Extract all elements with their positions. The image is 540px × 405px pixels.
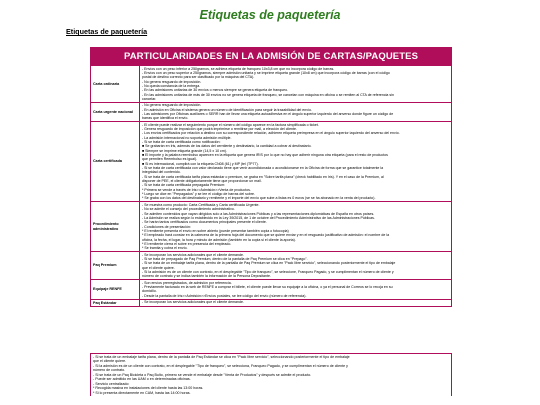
row-text-line: - Si la admisión es de un cliente con contrato, en el desplegable "Tipo de franqueo", se seleccione, Franqueo Pagado, y se cumplimentan el número de cliente y bbox=[142, 269, 394, 274]
row-label: Carta urgente nacional bbox=[91, 103, 140, 121]
row-content bbox=[140, 252, 451, 279]
row-text-line: - Previamente facturado en la web de RENFE a comprar el billete, el cliente puede llevar su equipaje a la oficina, o ya el personal de Correos se lo recoja en su bbox=[142, 285, 393, 289]
row-text-line: - Condiciones de presentación: bbox=[142, 224, 191, 229]
row-text-line: * Se tramita y cobra el envío. bbox=[142, 246, 188, 251]
row-text-line: - En las admisiones unitarias de más de 30 envíos no se genera etiqueta de franqueo, se cancelan con máquina en oficina o se remiten al CTA de referencia sin bbox=[142, 92, 394, 97]
row-label: Carta certificada bbox=[91, 122, 140, 201]
section-link-etiquetas[interactable]: Etiquetas de paquetería bbox=[66, 27, 148, 36]
continuation-text-line: que el cliente quiere. bbox=[93, 359, 127, 364]
row-text-line: - Se incorporan los servicios adicionales que el cliente demande. bbox=[142, 252, 244, 257]
row-text-line: - Envíos con un peso inferior a 250gramos, se adhiera etiqueta de franqueo 10x3,8 cm que no incorpora código de barras. bbox=[142, 66, 335, 71]
continuation-text-line: * Si lo presenta directamente en CAM, hasta las 14:00 horas. bbox=[93, 390, 191, 395]
continuation-text-line: * Recogida masiva en instalaciones del cliente hasta las 13:00 horas. bbox=[93, 386, 204, 391]
row-text-line: - Se muestra como producto: Carta Certificada y Carta certificada Urgente. bbox=[142, 202, 260, 207]
table-body bbox=[91, 65, 451, 306]
row-text-line: - No genera resguardo de imposición. bbox=[142, 103, 202, 108]
page-title: Etiquetas de paquetería bbox=[199, 8, 341, 22]
row-text-line: ■ Se grabarán en Iris, además de los datos del cerntiente y destinatario, la cantidad a cobrar al destinatario. bbox=[142, 144, 312, 149]
continuation-text-line: - Servicio centralizado: bbox=[93, 381, 130, 386]
row-text-line: * Se graba con los datos del destinatario y remitente y el importe del envío que sube a listas es 0 euros (se se ha abonado en la venta del producto). bbox=[142, 196, 376, 201]
continuation-text-line: - Si se trata de un Paq Bicicleta o Paq Bulto, primero se vende el embalaje desde "Venta de Productos" y después se admite el producto. bbox=[93, 372, 312, 377]
row-text-line: * El empleado hará constar en la cabecera de la primera hoja del documento que se quiere enviar y en el resguardo justificativo de admisión: el nombre de la bbox=[142, 233, 390, 238]
row-content bbox=[140, 103, 451, 121]
row-text-line: - Si se trata de un embalaje tarifa plana, dentro de la pantalla de Paq Premium se clica en "Pack libre servicio", seleccionando posteriormente el tipo de embalaje bbox=[142, 261, 396, 266]
row-text-line: disponer de PEE, el cliente obligatoriamente tiene que proporcionar un mail. bbox=[142, 179, 262, 184]
row-text-line: * El remitente presenta el envío en sobre abierto (puede presentar también copia o fotocopia) bbox=[142, 228, 289, 233]
row-text-line: - La Admisión se realiza según lo establecido en la Ley 39/2015, de 1 de octubre del Procedimiento Administrativo de las Administraciones Públicas. bbox=[142, 215, 375, 220]
row-text-line: integridad del contenido. bbox=[142, 170, 181, 175]
continuation-block bbox=[90, 353, 452, 396]
row-text-line: - Se harán tantos certificados como documentos principales presente el cliente. bbox=[142, 220, 267, 225]
row-text-line: que el cliente quiere. bbox=[142, 265, 175, 270]
row-text-line: oficina, la fecha, el lugar, la hora y minuto de admisión (también en la copia si el cliente la aporta). bbox=[142, 237, 296, 242]
row-text-line: - En admisión en Oficina el sistema genera un número de identificación para seguir la trazabilidad del envío. bbox=[142, 107, 312, 112]
row-content bbox=[140, 66, 451, 102]
continuation-text-line: número de contrato. bbox=[93, 368, 126, 373]
row-text-line: ■ El importe y la palabra reembolso aparecen en la etiqueta que genera IRIS por lo que no hay que adherir ninguna otra etiqueta (para el resto de productos bbox=[142, 153, 388, 158]
row-label: Procedimiento administrativo bbox=[91, 202, 140, 251]
row-text-line: - Las admisiones por Oficinas auxiliares o SERR han de llevar una etiqueta autoadhesiva en el ángulo superior izquierdo del anverso donde figure un código de bbox=[142, 111, 394, 116]
row-text-line: - Son envíos prerregistrados, de admisión por referencia. bbox=[142, 280, 232, 285]
row-label: Equipaje RENFE bbox=[91, 280, 140, 298]
row-text-line: - Desde la pantalla de Iris>>Admisión>>Envíos postales, se lee código del envío (número de referencia). bbox=[142, 293, 307, 298]
row-text-line: cancelar. bbox=[142, 96, 157, 101]
row-text-line: - No queda constancia de la entrega. bbox=[142, 83, 201, 88]
continuation-text-line: - Puede ser admitido en las UAM o en determinadas oficinas. bbox=[93, 377, 191, 382]
row-text-line: que permiten Reembolso es igual). bbox=[142, 157, 198, 162]
row-text-line: número de contrato y se indica también la información de la Persona Depositante. bbox=[142, 274, 271, 279]
table-row bbox=[91, 65, 451, 102]
row-content bbox=[140, 122, 451, 201]
row-text-line: - No genera resguardo de imposición. bbox=[142, 79, 202, 84]
table-row bbox=[91, 251, 451, 279]
row-label: Paq Premium bbox=[91, 252, 140, 279]
row-text-line: - El cliente puede realizar el seguimiento porque el número del código aparece en la factura simplificada o ticket. bbox=[142, 122, 319, 127]
row-text-line: - La admisión internacional no soporta admisión múltiple. bbox=[142, 135, 232, 140]
row-text-line: domicilio. bbox=[142, 289, 157, 294]
table-row bbox=[91, 299, 451, 307]
row-text-line: - Si se trata de carta certificada prepagada Premium: bbox=[142, 183, 226, 188]
row-text-line: * Primera se vende a través de Iris>>Admisión>>Venta de productos. bbox=[142, 187, 251, 192]
row-label: Paq Estándar bbox=[91, 300, 140, 307]
row-label: Carta ordinaria bbox=[91, 66, 140, 102]
row-text-line: - Se admiten contenidos que vayan dirigidos solo a las Administraciones Públicas y a las representaciones diplomáticas de España en otros países. bbox=[142, 211, 375, 216]
row-text-line: - Si se trata de carta certificada como notificación: bbox=[142, 140, 221, 144]
table-row bbox=[91, 279, 451, 298]
row-text-line: barras que identifica el envío. bbox=[142, 116, 189, 121]
table-row bbox=[91, 102, 451, 121]
row-content bbox=[140, 202, 451, 251]
row-text-line: - Si se trata de prepagado de Paq Premium, dentro de la pantalla de Paq Premium se clica en "Prepago". bbox=[142, 256, 308, 261]
row-text-line: - Genera resguardo de imposición que podrá imprimirse o remitirse por mail, a elección del cliente. bbox=[142, 126, 297, 131]
row-text-line: - Se incorporan los servicios adicionales que el cliente demande. bbox=[142, 300, 244, 305]
continuation-text-line: - Si se trata de un embalaje tarifa plana, dentro de la pantalla de Paq Estándar se clica en "Pack libre servicio", seleccionando posteriormente el tipo de embalaje bbox=[93, 355, 350, 359]
table-row bbox=[91, 121, 451, 201]
row-text-line: - Los envíos certificados por relación a destino con su correspondiente relación, adhieren etiqueta preimpresa en el ángulo superior izquierdo del anverso del envío. bbox=[142, 131, 400, 136]
row-text-line: - Envíos con un peso superior a 250gramos, siempre admisión unitaria y se imprime etiqueta grande (10x8 cm) que incorpora código de barras (con el código bbox=[142, 70, 390, 75]
row-text-line: - En las admisiones unitarias de 30 envíos o menos siempre se genera etiqueta de franqueo. bbox=[142, 88, 289, 93]
row-content bbox=[140, 300, 451, 307]
row-text-line: postal de destino correcto para ser clasificado por la máquina del CTA). bbox=[142, 75, 255, 80]
row-text-line: ■ Si es internacional, cumplirá con la etiqueta CN08 (61) y MP (tel (TP77). bbox=[142, 161, 259, 166]
row-text-line: * Luego se dice en "Prepagados" y se lee el código de barras del sobre. bbox=[142, 192, 255, 197]
row-text-line: - Si se trata de carta certificada con valor declarado tiene que venir acondicionada o acondicionarse en la Oficina de forma que se garantice totalmente la bbox=[142, 166, 384, 171]
row-text-line: - No se admite el consejo del procedimiento administrativo. bbox=[142, 207, 235, 212]
row-text-line: - Si se trata de carta certificada tarifa plana estándar o premium, se graba en "Sobre tarifa plana" (check habilitado en Iris). Y en el caso de la Premium, al bbox=[142, 174, 384, 179]
table-row bbox=[91, 201, 451, 251]
continuation-text-line: - Si la admisión es de un cliente con contrato, en el desplegable "Tipo de franqueo", se selecciona, Franqueo Pagado, y se cumplimentan el número de cliente y bbox=[93, 363, 348, 368]
row-text-line: ■ Siempre se imprime etiqueta grande (14,5 x 10 cm). bbox=[142, 148, 227, 153]
row-content bbox=[140, 280, 451, 298]
row-text-line: * El remitente cierra el sobre en presencia del empleado. bbox=[142, 241, 232, 246]
particularidades-table bbox=[90, 47, 452, 307]
table-header: PARTICULARIDADES EN LA ADMISIÓN DE CARTAS/PAQUETES bbox=[91, 48, 451, 65]
